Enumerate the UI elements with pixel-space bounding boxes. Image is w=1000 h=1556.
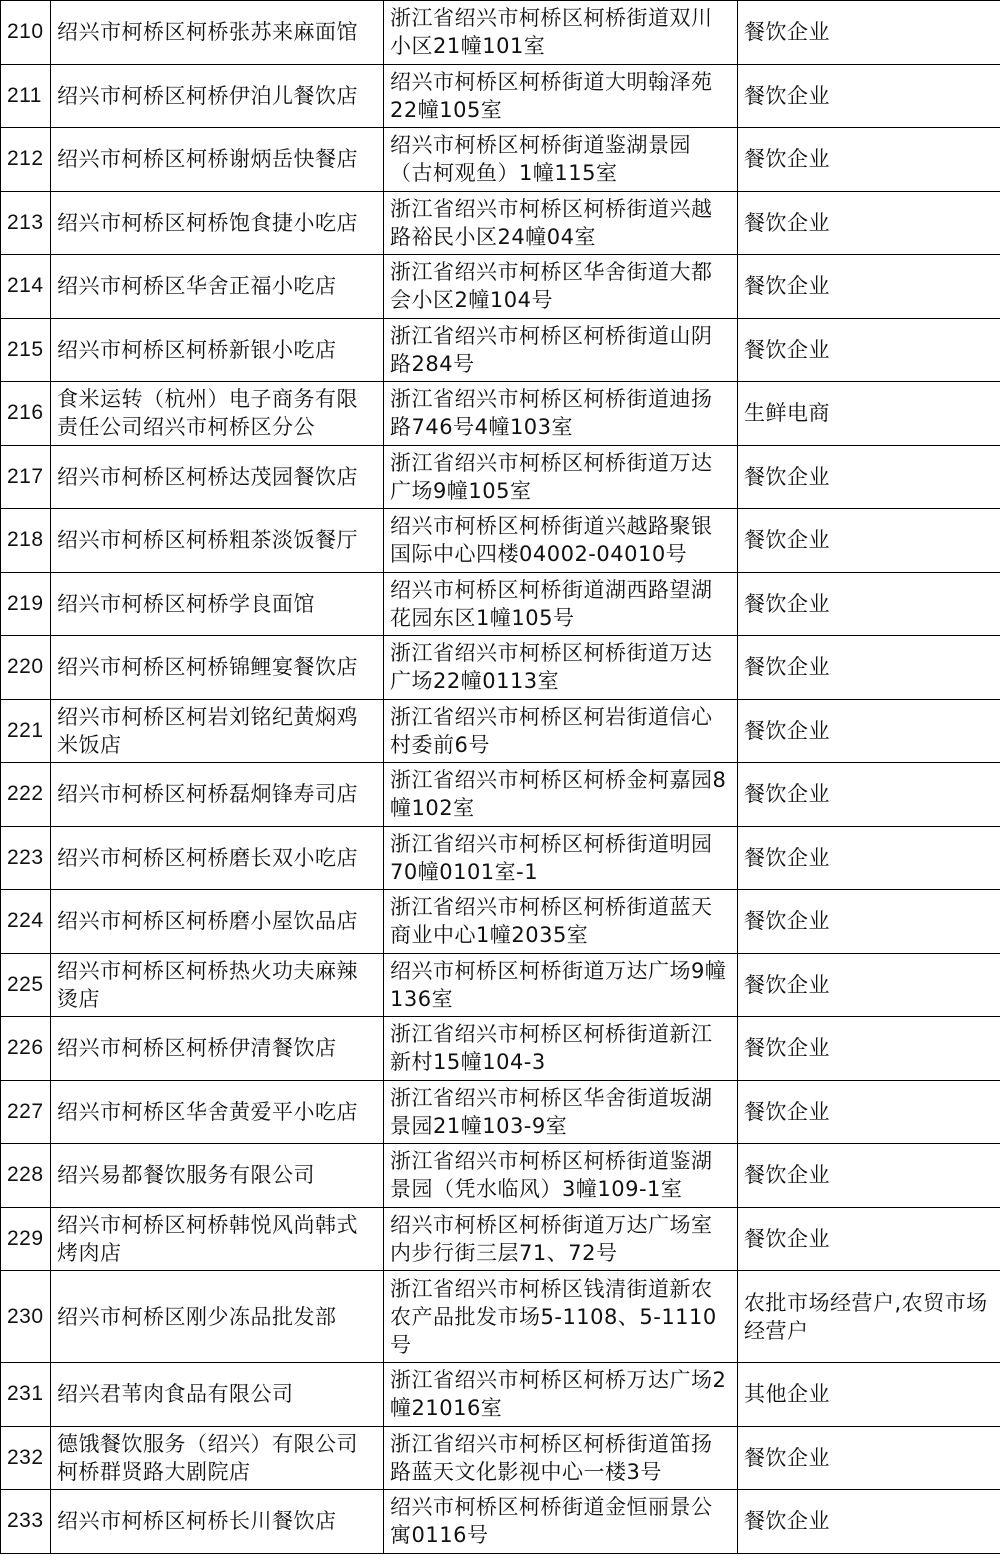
row-number: 224	[1, 890, 51, 954]
business-name: 绍兴市柯桥区柯岩刘铭纪黄焖鸡米饭店	[51, 699, 384, 763]
business-type: 餐饮企业	[738, 636, 1000, 700]
business-name: 绍兴市柯桥区柯桥伊清餐饮店	[51, 1017, 384, 1081]
business-address: 浙江省绍兴市柯桥区华舍街道大都会小区2幢104号	[384, 255, 738, 319]
business-name: 绍兴市柯桥区柯桥锦鲤宴餐饮店	[51, 636, 384, 700]
business-name: 绍兴市柯桥区柯桥伊泊儿餐饮店	[51, 64, 384, 128]
business-type: 农批市场经营户,农贸市场经营户	[738, 1271, 1000, 1363]
business-name: 绍兴君苇肉食品有限公司	[51, 1363, 384, 1427]
table-row	[1, 1144, 1000, 1208]
table-row	[1, 1207, 1000, 1271]
row-number: 215	[1, 318, 51, 382]
table-row	[1, 1, 1000, 65]
business-address: 绍兴市柯桥区柯桥街道金恒丽景公寓0116号	[384, 1490, 738, 1554]
business-type: 餐饮企业	[738, 1080, 1000, 1144]
row-number: 211	[1, 64, 51, 128]
business-name: 绍兴市柯桥区华舍黄爱平小吃店	[51, 1080, 384, 1144]
row-number: 226	[1, 1017, 51, 1081]
business-type: 餐饮企业	[738, 1426, 1000, 1490]
business-type: 餐饮企业	[738, 1017, 1000, 1081]
business-name: 绍兴市柯桥区华舍正福小吃店	[51, 255, 384, 319]
business-name: 绍兴市柯桥区柯桥磨小屋饮品店	[51, 890, 384, 954]
business-address: 浙江省绍兴市柯桥区柯桥街道笛扬路蓝天文化影视中心一楼3号	[384, 1426, 738, 1490]
table-row	[1, 318, 1000, 382]
table-row	[1, 1017, 1000, 1081]
business-address: 绍兴市柯桥区柯桥街道兴越路聚银国际中心四楼04002-04010号	[384, 509, 738, 573]
table-row	[1, 1426, 1000, 1490]
business-type: 餐饮企业	[738, 890, 1000, 954]
business-type: 餐饮企业	[738, 509, 1000, 573]
business-address: 浙江省绍兴市柯桥区柯桥街道万达广场22幢0113室	[384, 636, 738, 700]
business-address: 浙江省绍兴市柯桥区柯桥街道山阴路284号	[384, 318, 738, 382]
row-number: 218	[1, 509, 51, 573]
business-type: 餐饮企业	[738, 318, 1000, 382]
business-type: 餐饮企业	[738, 763, 1000, 827]
business-type: 餐饮企业	[738, 64, 1000, 128]
row-number: 221	[1, 699, 51, 763]
business-address: 绍兴市柯桥区柯桥街道鉴湖景园（古柯观鱼）1幢115室	[384, 128, 738, 192]
business-address: 浙江省绍兴市柯桥区柯桥街道鉴湖景园（凭水临风）3幢109-1室	[384, 1144, 738, 1208]
table-row	[1, 1080, 1000, 1144]
table-row	[1, 445, 1000, 509]
business-address: 浙江省绍兴市柯桥区柯岩街道信心村委前6号	[384, 699, 738, 763]
row-number: 231	[1, 1363, 51, 1427]
table-row	[1, 1363, 1000, 1427]
business-name: 绍兴市柯桥区柯桥热火功夫麻辣烫店	[51, 953, 384, 1017]
row-number: 212	[1, 128, 51, 192]
row-number: 229	[1, 1207, 51, 1271]
table-row	[1, 191, 1000, 255]
table-row	[1, 636, 1000, 700]
business-address: 浙江省绍兴市柯桥区柯桥街道新江新村15幢104-3	[384, 1017, 738, 1081]
table-row	[1, 953, 1000, 1017]
business-type: 其他企业	[738, 1363, 1000, 1427]
business-name: 绍兴市柯桥区柯桥达茂园餐饮店	[51, 445, 384, 509]
row-number: 233	[1, 1490, 51, 1554]
business-address: 浙江省绍兴市柯桥区柯桥万达广场2幢21016室	[384, 1363, 738, 1427]
business-name: 绍兴市柯桥区柯桥粗茶淡饭餐厅	[51, 509, 384, 573]
business-address: 绍兴市柯桥区柯桥街道大明翰泽苑22幢105室	[384, 64, 738, 128]
table-row	[1, 763, 1000, 827]
table-body	[1, 1, 1000, 1554]
business-name: 食米运转（杭州）电子商务有限责任公司绍兴市柯桥区分公	[51, 382, 384, 446]
row-number: 223	[1, 826, 51, 890]
business-name: 绍兴市柯桥区柯桥谢炳岳快餐店	[51, 128, 384, 192]
business-name: 绍兴易都餐饮服务有限公司	[51, 1144, 384, 1208]
table-row	[1, 382, 1000, 446]
business-name: 绍兴市柯桥区柯桥张苏来麻面馆	[51, 1, 384, 65]
table-row	[1, 826, 1000, 890]
business-name: 绍兴市柯桥区柯桥学良面馆	[51, 572, 384, 636]
business-address: 浙江省绍兴市柯桥区柯桥街道兴越路裕民小区24幢04室	[384, 191, 738, 255]
row-number: 216	[1, 382, 51, 446]
row-number: 227	[1, 1080, 51, 1144]
business-type: 餐饮企业	[738, 572, 1000, 636]
business-address: 浙江省绍兴市柯桥区柯桥街道明园70幢0101室-1	[384, 826, 738, 890]
business-name: 绍兴市柯桥区柯桥饱食捷小吃店	[51, 191, 384, 255]
row-number: 222	[1, 763, 51, 827]
business-address: 浙江省绍兴市柯桥区柯桥街道双川小区21幢101室	[384, 1, 738, 65]
row-number: 228	[1, 1144, 51, 1208]
row-number: 220	[1, 636, 51, 700]
business-name: 德饿餐饮服务（绍兴）有限公司柯桥群贤路大剧院店	[51, 1426, 384, 1490]
table-row	[1, 255, 1000, 319]
business-type: 餐饮企业	[738, 699, 1000, 763]
business-address: 绍兴市柯桥区柯桥街道湖西路望湖花园东区1幢105号	[384, 572, 738, 636]
business-address: 浙江省绍兴市柯桥区柯桥街道蓝天商业中心1幢2035室	[384, 890, 738, 954]
business-type: 餐饮企业	[738, 1207, 1000, 1271]
row-number: 225	[1, 953, 51, 1017]
business-name: 绍兴市柯桥区柯桥磨长双小吃店	[51, 826, 384, 890]
business-name: 绍兴市柯桥区柯桥韩悦风尚韩式烤肉店	[51, 1207, 384, 1271]
table-row	[1, 890, 1000, 954]
row-number: 230	[1, 1271, 51, 1363]
table-row	[1, 572, 1000, 636]
business-type: 餐饮企业	[738, 128, 1000, 192]
row-number: 219	[1, 572, 51, 636]
business-address: 浙江省绍兴市柯桥区华舍街道坂湖景园21幢103-9室	[384, 1080, 738, 1144]
table-row	[1, 509, 1000, 573]
business-name: 绍兴市柯桥区柯桥长川餐饮店	[51, 1490, 384, 1554]
business-name: 绍兴市柯桥区刚少冻品批发部	[51, 1271, 384, 1363]
business-type: 餐饮企业	[738, 826, 1000, 890]
business-type: 餐饮企业	[738, 1490, 1000, 1554]
business-type: 餐饮企业	[738, 255, 1000, 319]
table-row	[1, 128, 1000, 192]
business-name: 绍兴市柯桥区柯桥磊炯锋寿司店	[51, 763, 384, 827]
business-name: 绍兴市柯桥区柯桥新银小吃店	[51, 318, 384, 382]
business-address: 浙江省绍兴市柯桥区柯桥街道迪扬路746号4幢103室	[384, 382, 738, 446]
row-number: 214	[1, 255, 51, 319]
business-address: 绍兴市柯桥区柯桥街道万达广场室内步行街三层71、72号	[384, 1207, 738, 1271]
row-number: 232	[1, 1426, 51, 1490]
business-type: 餐饮企业	[738, 953, 1000, 1017]
business-address: 浙江省绍兴市柯桥区柯桥街道万达广场9幢105室	[384, 445, 738, 509]
row-number: 217	[1, 445, 51, 509]
business-address: 浙江省绍兴市柯桥区钱清街道新农农产品批发市场5-1108、5-1110号	[384, 1271, 738, 1363]
row-number: 213	[1, 191, 51, 255]
row-number: 210	[1, 1, 51, 65]
table-row	[1, 64, 1000, 128]
business-type: 餐饮企业	[738, 191, 1000, 255]
table-row	[1, 1271, 1000, 1363]
business-type: 餐饮企业	[738, 1144, 1000, 1208]
business-type: 餐饮企业	[738, 445, 1000, 509]
business-type: 生鲜电商	[738, 382, 1000, 446]
table-row	[1, 1490, 1000, 1554]
business-type: 餐饮企业	[738, 1, 1000, 65]
business-address: 绍兴市柯桥区柯桥街道万达广场9幢136室	[384, 953, 738, 1017]
table-row	[1, 699, 1000, 763]
business-address: 浙江省绍兴市柯桥区柯桥金柯嘉园8幢102室	[384, 763, 738, 827]
